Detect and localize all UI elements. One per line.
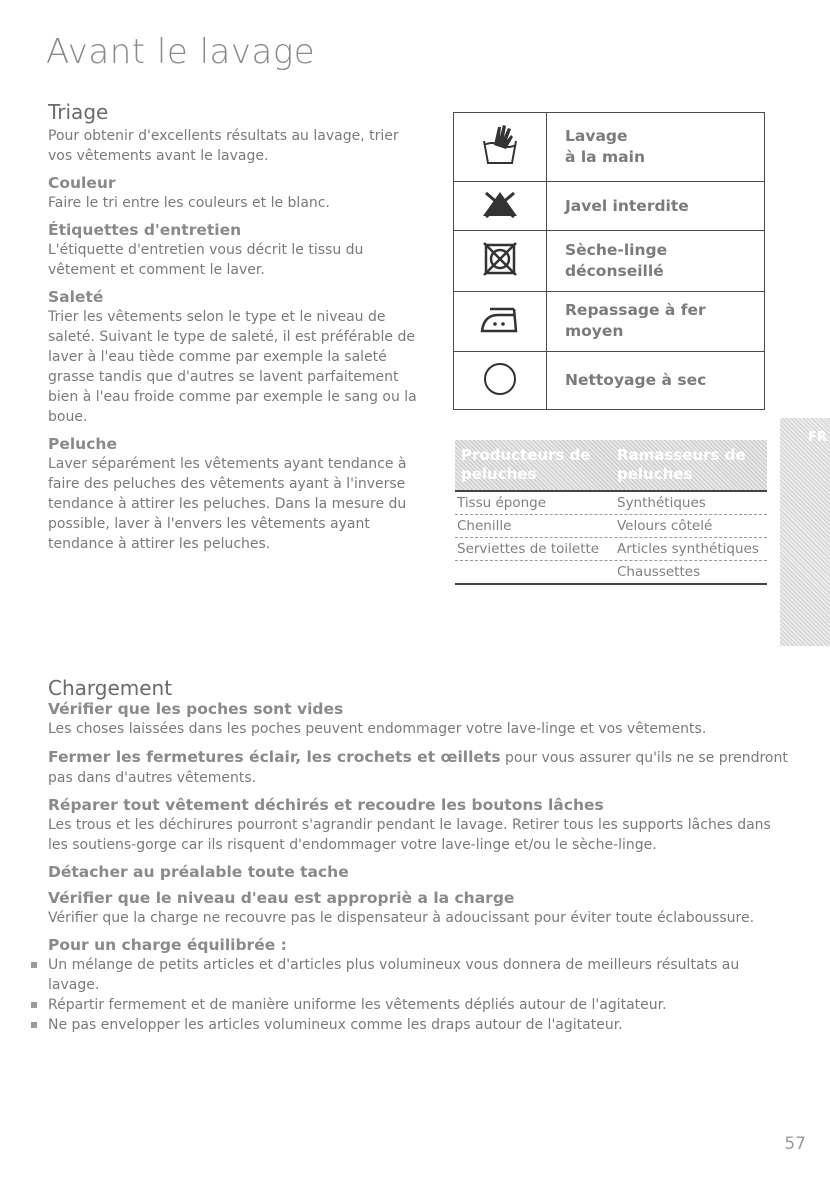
peluche-text: Laver séparément les vêtements ayant tendance à faire des peluches des vêtements ayant à l'inverse tendance à attirer les peluches. Dans la mesure du possible, laver à l'envers les vêtements ayant tendance à attirer les peluches. (48, 456, 407, 552)
care-row (454, 352, 765, 410)
list-item: Répartir fermement et de manière uniforme les vêtements dépliés autour de l'agitateur. (28, 995, 768, 1015)
care-label: déconseillé (565, 261, 664, 280)
table-row (455, 538, 767, 561)
reparer-heading: Réparer tout vêtement déchirés et recoudre les boutons lâches (48, 796, 604, 814)
niveau-text: Vérifier que la charge ne recouvre pas le dispensateur à adoucissant pour éviter toute éclaboussure. (48, 910, 755, 926)
table-row (455, 492, 767, 515)
charge-equilibree-heading: Pour un charge équilibrée : (48, 936, 287, 954)
care-label: Sèche-linge (565, 240, 668, 259)
couleur-heading: Couleur (48, 174, 116, 192)
list-item: Ne pas envelopper les articles volumineux comme les draps autour de l'agitateur. (28, 1015, 768, 1035)
triage-section (48, 100, 420, 554)
table-cell: Tissu éponge (457, 495, 547, 511)
care-row (454, 113, 765, 182)
care-row (454, 291, 765, 352)
no-bleach-icon (454, 181, 547, 230)
table-cell: Chaussettes (617, 564, 701, 580)
hand-wash-icon (454, 113, 547, 182)
table-cell: Serviettes de toilette (457, 541, 600, 557)
lint-table (455, 440, 767, 585)
couleur-text: Faire le tri entre les couleurs et le blanc. (48, 195, 330, 211)
language-tab (780, 418, 830, 646)
salete-text: Trier les vêtements selon le type et le niveau de saleté. Suivant le type de saleté, il est préférable de laver à l'eau tiède comme par exemple la saleté grasse tandis que d'autres se lavent parfaitement bien à l'eau froide comme par exemple le sang ou la boue. (48, 309, 417, 425)
fermetures-heading: Fermer les fermetures éclair, les crochets et œillets (48, 748, 501, 766)
fermetures-text: pour vous assurer qu'ils ne se prendront pas dans d'autres vêtements. (48, 750, 788, 786)
table-cell: Articles synthétiques (617, 541, 759, 557)
reparer-text: Les trous et les déchirures pourront s'agrandir pendant le lavage. Retirer tous les supports lâches dans les soutiens-gorge car ils risquent d'endommager votre lave-linge et/ou le sèche-linge. (48, 817, 771, 853)
etiquettes-heading: Étiquettes d'entretien (48, 221, 242, 239)
care-label: Nettoyage à sec (565, 371, 707, 390)
poches-text: Les choses laissées dans les poches peuvent endommager votre lave-linge et vos vêtements. (48, 721, 707, 737)
care-label: à la main (565, 147, 645, 166)
no-tumble-dry-icon (454, 231, 547, 292)
care-label: Lavage (565, 126, 628, 145)
etiquettes-text: L'étiquette d'entretien vous décrit le tissu du vêtement et comment le laver. (48, 242, 364, 278)
care-label: moyen (565, 322, 624, 341)
care-row (454, 181, 765, 230)
page-number: 57 (784, 1134, 806, 1154)
triage-intro: Pour obtenir d'excellents résultats au lavage, trier vos vêtements avant le lavage. (48, 128, 399, 164)
care-label: Javel interdite (565, 196, 689, 215)
poches-heading: Vérifier que les poches sont vides (48, 700, 344, 718)
page-title: Avant le lavage (46, 32, 316, 72)
salete-heading: Saleté (48, 288, 104, 306)
care-symbols-table (453, 112, 765, 410)
dry-clean-icon (454, 352, 547, 410)
table-cell: Velours côtelé (617, 518, 713, 534)
table-row (455, 561, 767, 585)
lint-table-header (455, 440, 767, 492)
fermetures-paragraph (48, 747, 788, 788)
chargement-section (48, 676, 788, 1035)
care-label: Repassage à fer (565, 301, 706, 320)
care-row (454, 231, 765, 292)
lint-header-collectors: Ramasseurs de peluches (617, 446, 746, 483)
table-cell: Chenille (457, 518, 512, 534)
table-cell (455, 561, 611, 583)
peluche-heading: Peluche (48, 435, 117, 453)
charge-list (28, 955, 768, 1035)
list-item: Un mélange de petits articles et d'articles plus volumineux vous donnera de meilleurs résultats au lavage. (28, 955, 768, 995)
language-tab-label: FR (808, 430, 827, 445)
chargement-heading: Chargement (48, 676, 173, 700)
iron-medium-icon (454, 291, 547, 352)
niveau-heading: Vérifier que le niveau d'eau est appropriè a la charge (48, 889, 515, 907)
lint-header-producers: Producteurs de peluches (461, 446, 591, 483)
table-row (455, 515, 767, 538)
detacher-heading: Détacher au préalable toute tache (48, 863, 349, 881)
triage-heading: Triage (48, 100, 109, 124)
table-cell: Synthétiques (617, 495, 706, 511)
